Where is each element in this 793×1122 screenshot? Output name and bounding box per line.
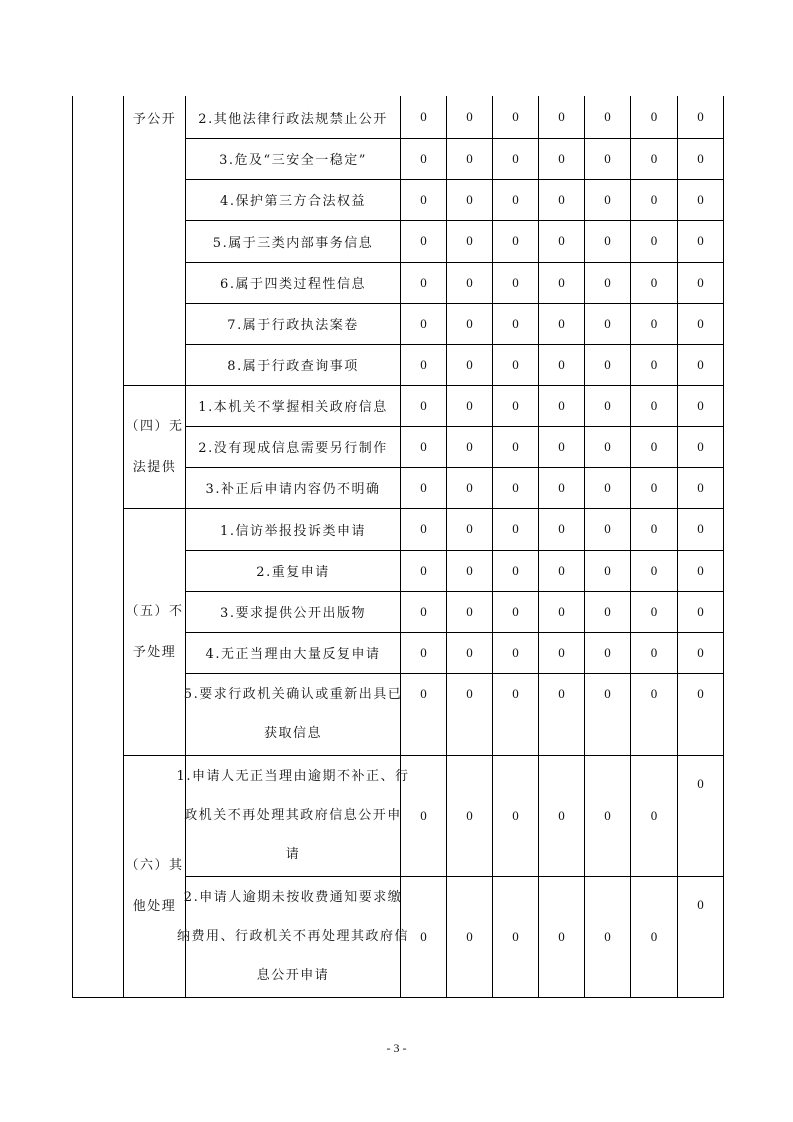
value-cell: 0 [420,191,427,207]
value-cell: 0 [604,521,611,536]
value-cell: 0 [604,191,611,207]
value-cell: 0 [466,274,473,290]
value-cell: 0 [604,603,611,619]
category-label [124,508,185,755]
value-cell: 0 [466,109,473,124]
item-label-line: 息公开申请 [256,968,330,983]
value-cell: 0 [466,233,473,248]
value-cell: 0 [697,562,704,578]
item-label-line: 纳费用、行政机关不再处理其政府信 [177,929,410,944]
item-label: 8.属于行政查询事项 [227,359,359,374]
value-cell: 0 [650,191,658,207]
page-number: - 3 - [386,1041,407,1055]
value-cell: 0 [558,109,565,124]
item-label-line: 请 [285,847,301,862]
item-label: 3.补正后申请内容仍不明确 [205,482,381,497]
value-cell: 0 [420,274,427,290]
value-cell: 0 [420,109,427,124]
value-cell: 0 [512,397,519,413]
value-cell: 0 [558,150,565,166]
value-cell: 0 [558,315,565,331]
item-label-line: 政机关不再处理其政府信息公开申 [184,808,402,823]
value-cell: 0 [650,438,658,454]
value-cell: 0 [697,109,704,124]
value-cell: 0 [650,315,658,331]
value-cell: 0 [420,562,427,578]
table-border-left [72,96,73,998]
item-label [176,755,410,876]
value-cell: 0 [650,603,658,619]
value-cell: 0 [697,479,704,495]
value-cell: 0 [420,479,427,495]
value-cell: 0 [697,274,704,290]
category-label [124,385,185,508]
value-cell: 0 [512,315,519,331]
value-cell: 0 [697,233,704,248]
value-cell: 0 [558,397,565,413]
item-label: 5.属于三类内部事务信息 [212,235,374,251]
value-cell: 0 [558,603,565,619]
value-cell: 0 [697,438,704,454]
category-label-line: 他处理 [132,899,177,914]
value-cell: 0 [466,644,473,660]
value-cell: 0 [650,150,658,166]
value-cell: 0 [512,928,519,944]
value-cell: 0 [466,479,473,495]
value-cell: 0 [604,150,611,166]
value-cell: 0 [558,685,565,701]
value-cell: 0 [558,479,565,495]
value-cell: 0 [512,356,519,372]
category-label: 予公开 [132,111,177,127]
value-cell: 0 [604,479,611,495]
item-label [183,673,403,755]
value-cell: 0 [558,438,565,454]
value-cell: 0 [512,191,519,207]
value-cell: 0 [558,233,565,248]
value-cell: 0 [512,479,519,495]
value-cell: 0 [420,685,427,701]
value-cell: 0 [650,479,658,495]
value-cell: 0 [650,356,658,372]
value-cell: 0 [604,928,611,944]
value-cell: 0 [512,562,519,578]
value-cell: 0 [466,603,473,619]
value-cell: 0 [512,807,519,823]
value-cell: 0 [558,644,565,660]
item-label: 3.要求提供公开出版物 [220,606,366,621]
value-cell: 0 [420,315,427,331]
value-cell: 0 [466,438,473,454]
value-cell: 0 [697,644,704,660]
value-cell: 0 [604,807,611,823]
item-label: 2.重复申请 [256,565,330,580]
value-cell: 0 [512,685,519,701]
value-cell: 0 [466,191,473,207]
value-cell: 0 [604,274,611,290]
value-cell: 0 [466,150,473,166]
value-cell: 0 [697,356,704,372]
category-label-line: （五）不 [125,603,184,619]
value-cell: 0 [466,315,473,331]
value-cell: 0 [604,397,611,413]
value-cell: 0 [466,356,473,372]
item-label: 6.属于四类过程性信息 [220,277,366,292]
value-cell: 0 [512,150,519,166]
value-cell: 0 [604,356,611,372]
value-cell: 0 [604,644,611,660]
value-cell: 0 [650,274,658,290]
value-cell: 0 [697,521,704,536]
value-cell: 0 [697,191,704,207]
category-label-line: （四）无 [125,418,184,434]
value-cell: 0 [466,562,473,578]
item-label-line: 获取信息 [263,726,322,741]
value-cell: 0 [697,897,704,912]
category-label-line: 予处理 [132,644,177,660]
value-cell: 0 [650,521,658,536]
value-cell: 0 [512,109,519,124]
value-cell: 0 [650,233,658,248]
value-cell: 0 [420,397,427,413]
value-cell: 0 [650,109,658,124]
item-label: 1.信访举报投诉类申请 [220,523,366,539]
value-cell: 0 [650,928,658,944]
item-label [177,876,410,997]
value-cell: 0 [604,315,611,331]
value-cell: 0 [604,233,611,248]
item-label-line: 5.要求行政机关确认或重新出具已 [183,687,403,702]
value-cell: 0 [420,438,427,454]
value-cell: 0 [558,807,565,823]
value-cell: 0 [420,644,427,660]
item-label: 1.本机关不掌握相关政府信息 [198,400,388,415]
value-cell: 0 [512,438,519,454]
value-cell: 0 [420,233,427,248]
value-cell: 0 [512,603,519,619]
value-cell: 0 [512,644,519,660]
value-cell: 0 [650,685,658,701]
value-cell: 0 [512,274,519,290]
value-cell: 0 [697,397,704,413]
value-cell: 0 [420,356,427,372]
value-cell: 0 [420,603,427,619]
value-cell: 0 [697,315,704,331]
value-cell: 0 [558,274,565,290]
value-cell: 0 [466,807,473,823]
value-cell: 0 [697,603,704,619]
value-cell: 0 [466,521,473,536]
value-cell: 0 [420,928,427,944]
value-cell: 0 [604,562,611,578]
value-cell: 0 [466,397,473,413]
table-border-bottom [72,997,724,998]
item-label: 4.保护第三方合法权益 [220,194,366,209]
item-label: 2.没有现成信息需要另行制作 [198,441,388,456]
value-cell: 0 [512,233,519,248]
value-cell: 0 [697,776,704,791]
category-label-line: 法提供 [132,459,177,475]
value-cell: 0 [604,685,611,701]
value-cell: 0 [558,928,565,944]
value-cell: 0 [650,562,658,578]
value-cell: 0 [466,928,473,944]
value-cell: 0 [697,685,704,701]
table-column-line [723,96,724,998]
value-cell: 0 [558,521,565,536]
value-cell: 0 [420,150,427,166]
category-label-line: （六）其 [125,858,184,873]
value-cell: 0 [558,191,565,207]
value-cell: 0 [604,109,611,124]
item-label-line: 2.申请人逾期未按收费通知要求缴 [183,890,403,905]
item-label: 7.属于行政执法案卷 [227,318,359,333]
value-cell: 0 [650,397,658,413]
value-cell: 0 [420,807,427,823]
item-label: 2.其他法律行政法规禁止公开 [198,111,388,127]
value-cell: 0 [697,150,704,166]
value-cell: 0 [512,521,519,536]
value-cell: 0 [650,644,658,660]
value-cell: 0 [558,562,565,578]
item-label: 4.无正当理由大量反复申请 [205,647,381,662]
value-cell: 0 [420,521,427,536]
value-cell: 0 [604,438,611,454]
value-cell: 0 [466,685,473,701]
value-cell: 0 [558,356,565,372]
value-cell: 0 [650,807,658,823]
item-label: 3.危及“三安全一稳定” [219,153,367,168]
item-label-line: 1.申请人无正当理由逾期不补正、行 [176,769,410,784]
